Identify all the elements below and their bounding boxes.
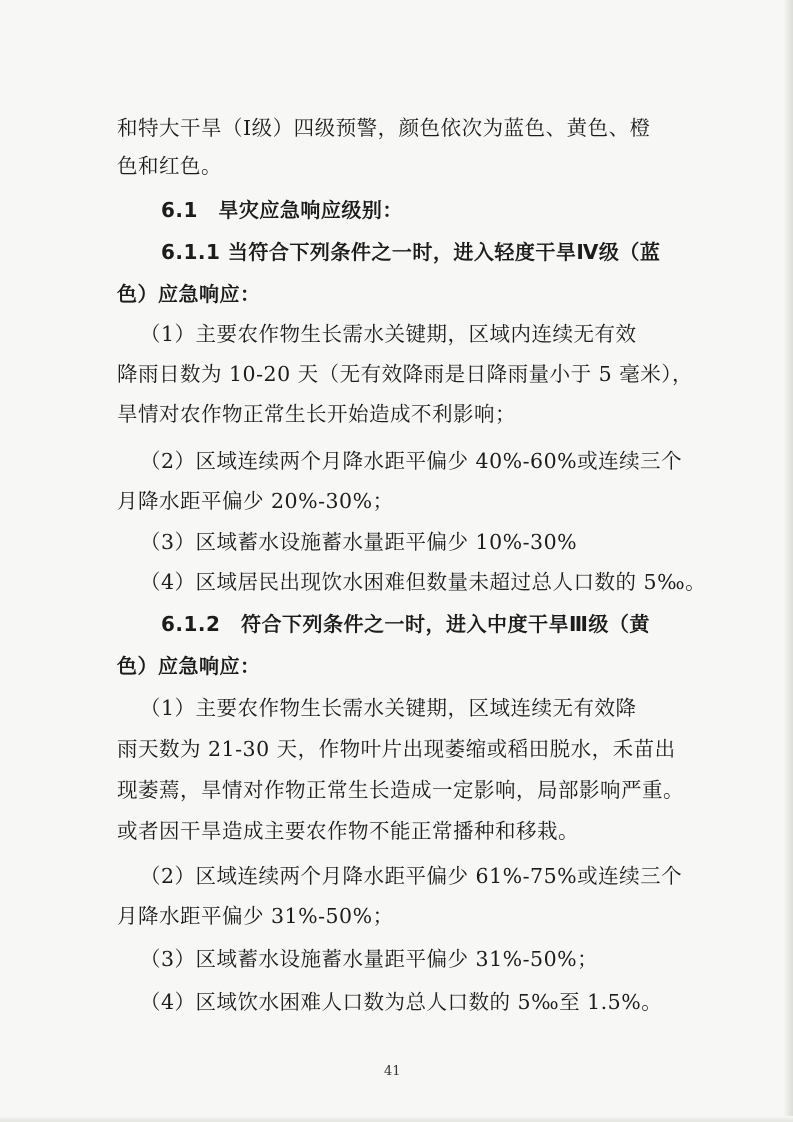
condition-item: （4）区域饮水困难人口数为总人口数的 5‰至 1.5%。 (140, 990, 663, 1014)
condition-item: （2）区域连续两个月降水距平偏少 40%-60%或连续三个 (140, 449, 683, 473)
paragraph-line: 和特大干旱（Ⅰ级）四级预警，颜色依次为蓝色、黄色、橙 (117, 116, 651, 140)
page-number: 41 (384, 1064, 401, 1079)
subsection-heading: 6.1.2 符合下列条件之一时，进入中度干旱Ⅲ级（黄 (161, 612, 650, 636)
scan-edge-shadow-bottom (0, 1116, 793, 1122)
scan-edge-shadow (783, 0, 793, 1122)
subsection-heading-cont: 色）应急响应： (117, 282, 261, 306)
condition-item: （4）区域居民出现饮水困难但数量未超过总人口数的 5‰。 (140, 570, 707, 594)
subsection-heading: 6.1.1 当符合下列条件之一时，进入轻度干旱Ⅳ级（蓝 (161, 240, 661, 264)
subsection-heading-cont: 色）应急响应： (117, 654, 261, 678)
paragraph-line: 或者因干旱造成主要农作物不能正常播种和移栽。 (117, 819, 579, 843)
paragraph-line: 色和红色。 (117, 154, 222, 178)
paragraph-line: 月降水距平偏少 20%-30%； (117, 489, 394, 513)
paragraph-line: 降雨日数为 10-20 天（无有效降雨是日降雨量小于 5 毫米）， (117, 362, 693, 386)
paragraph-line: 现萎蔫，旱情对作物正常生长造成一定影响，局部影响严重。 (117, 778, 684, 802)
paragraph-line: 旱情对农作物正常生长开始造成不利影响； (117, 402, 516, 426)
paragraph-line: 月降水距平偏少 31%-50%； (117, 904, 394, 928)
condition-item: （3）区域蓄水设施蓄水量距平偏少 10%-30% (140, 530, 578, 554)
condition-item: （1）主要农作物生长需水关键期，区域内连续无有效 (140, 322, 637, 346)
section-heading: 6.1 旱灾应急响应级别： (161, 198, 403, 222)
condition-item: （1）主要农作物生长需水关键期，区域连续无有效降 (140, 696, 637, 720)
paragraph-line: 雨天数为 21-30 天，作物叶片出现萎缩或稻田脱水，禾苗出 (117, 737, 676, 761)
condition-item: （3）区域蓄水设施蓄水量距平偏少 31%-50%； (140, 947, 599, 971)
condition-item: （2）区域连续两个月降水距平偏少 61%-75%或连续三个 (140, 864, 683, 888)
